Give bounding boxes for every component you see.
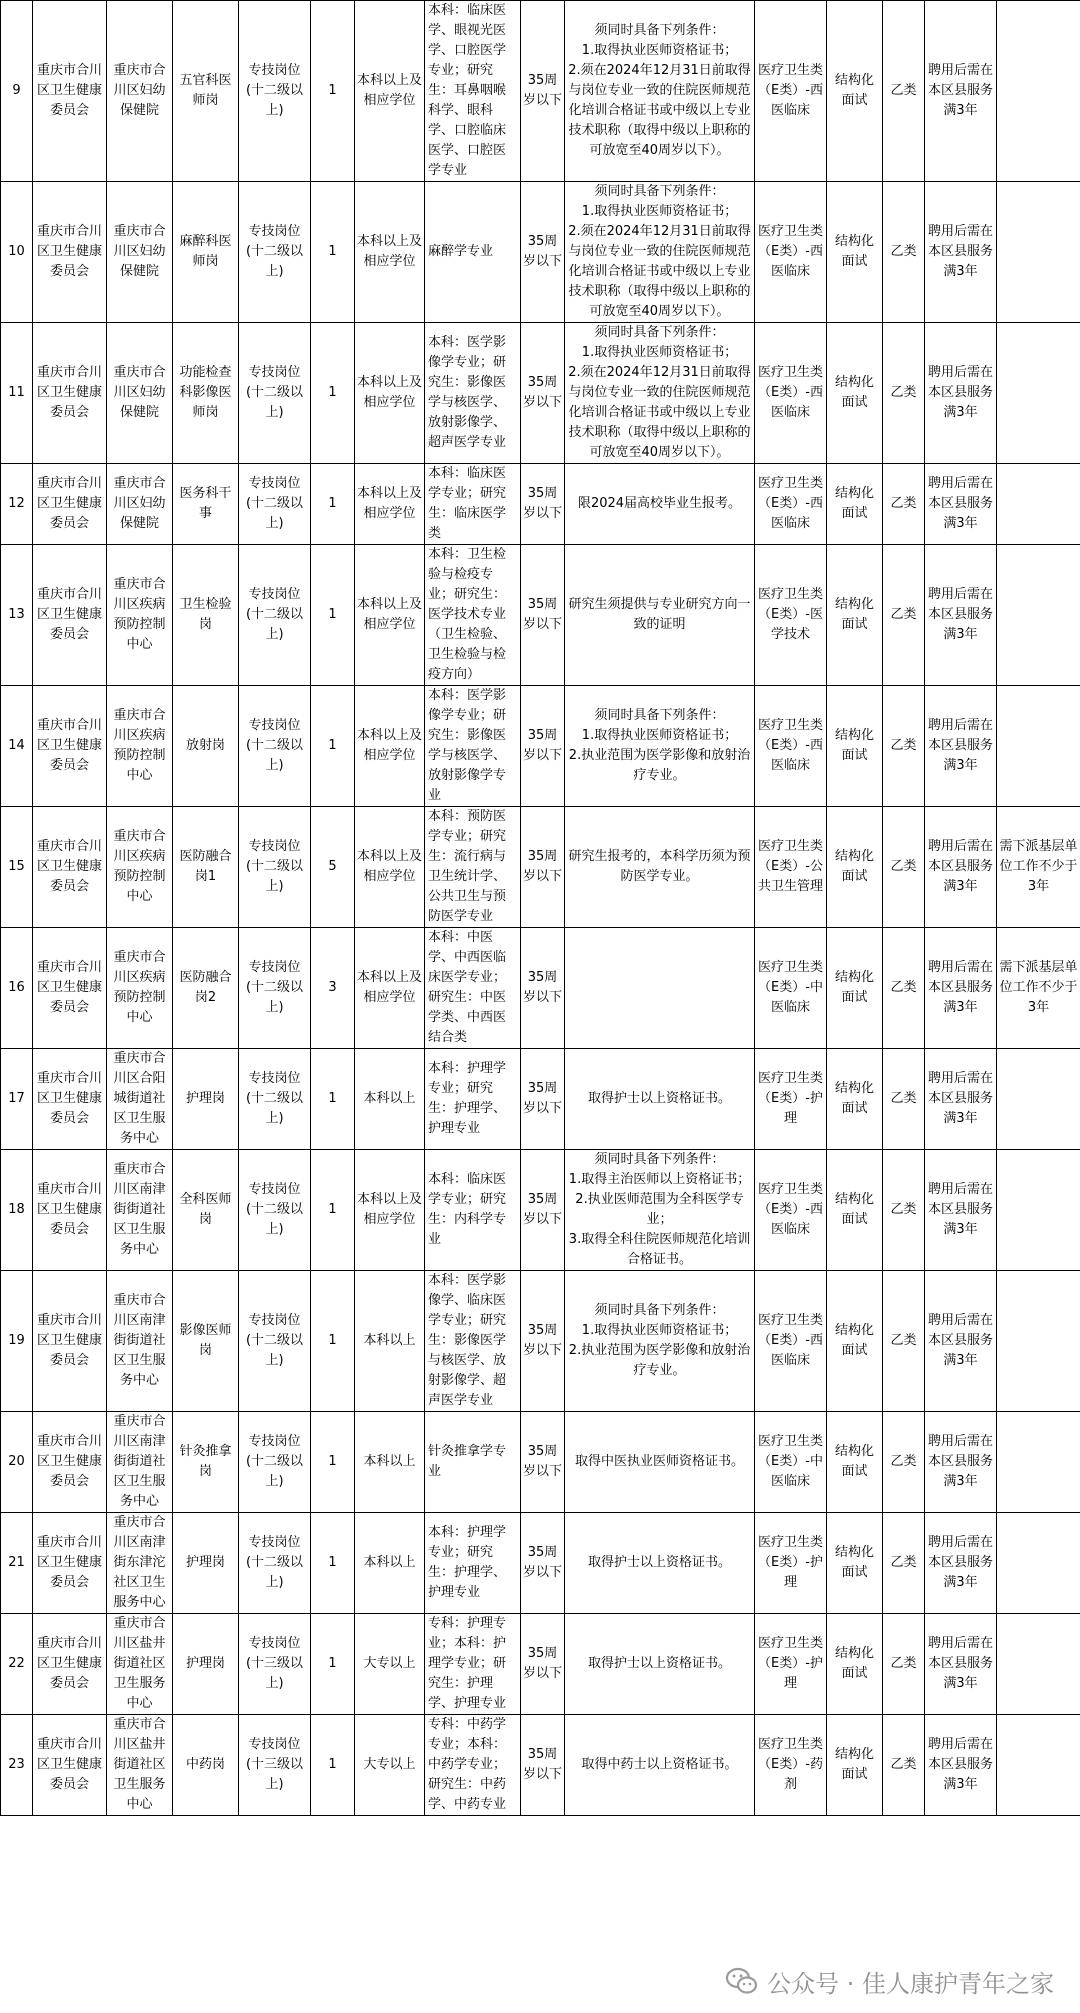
cell-unit: 重庆市合川区南津街街道社区卫生服务中心 bbox=[107, 1412, 173, 1513]
cell-post: 卫生检验岗 bbox=[173, 545, 239, 686]
cell-exam: 医疗卫生类（E类）-中医临床 bbox=[755, 928, 827, 1049]
cell-edu: 本科以上 bbox=[355, 1513, 425, 1614]
table-row bbox=[1, 1150, 1080, 1271]
cell-major: 针灸推拿学专业 bbox=[425, 1412, 521, 1513]
cell-age: 35周岁以下 bbox=[521, 464, 565, 545]
cell-category: 专技岗位(十二级以上) bbox=[239, 1271, 311, 1412]
cell-dept: 重庆市合川区卫生健康委员会 bbox=[33, 1150, 107, 1271]
cell-service: 聘用后需在本区县服务满3年 bbox=[925, 1150, 997, 1271]
cell-remark bbox=[997, 686, 1080, 807]
cell-count: 1 bbox=[311, 1614, 355, 1715]
cell-exam: 医疗卫生类（E类）-西医临床 bbox=[755, 182, 827, 323]
cell-interview: 结构化面试 bbox=[827, 545, 883, 686]
cell-count: 1 bbox=[311, 1049, 355, 1150]
cell-remark: 需下派基层单位工作不少于3年 bbox=[997, 807, 1080, 928]
cell-dept: 重庆市合川区卫生健康委员会 bbox=[33, 182, 107, 323]
cell-interview: 结构化面试 bbox=[827, 686, 883, 807]
cell-dept: 重庆市合川区卫生健康委员会 bbox=[33, 323, 107, 464]
cell-major: 本科：临床医学专业；研究生：内科学专业 bbox=[425, 1150, 521, 1271]
cell-no: 9 bbox=[1, 1, 33, 182]
cell-unit: 重庆市合川区南津街东津沱社区卫生服务中心 bbox=[107, 1513, 173, 1614]
cell-major: 麻醉学专业 bbox=[425, 182, 521, 323]
cell-interview: 结构化面试 bbox=[827, 323, 883, 464]
cell-remark bbox=[997, 323, 1080, 464]
cell-req: 取得中药士以上资格证书。 bbox=[565, 1715, 755, 1816]
cell-ratio: 乙类 bbox=[883, 464, 925, 545]
cell-dept: 重庆市合川区卫生健康委员会 bbox=[33, 1049, 107, 1150]
cell-age: 35周岁以下 bbox=[521, 182, 565, 323]
cell-post: 医防融合岗2 bbox=[173, 928, 239, 1049]
cell-category: 专技岗位(十二级以上) bbox=[239, 464, 311, 545]
cell-category: 专技岗位(十二级以上) bbox=[239, 545, 311, 686]
cell-major: 本科：中医学、中西医临床医学专业；研究生：中医学类、中西医结合类 bbox=[425, 928, 521, 1049]
table-row bbox=[1, 464, 1080, 545]
cell-edu: 本科以上及相应学位 bbox=[355, 323, 425, 464]
cell-category: 专技岗位(十三级以上) bbox=[239, 1715, 311, 1816]
cell-ratio: 乙类 bbox=[883, 323, 925, 464]
cell-interview: 结构化面试 bbox=[827, 1513, 883, 1614]
cell-exam: 医疗卫生类（E类）-护理 bbox=[755, 1614, 827, 1715]
cell-unit: 重庆市合川区盐井街道社区卫生服务中心 bbox=[107, 1614, 173, 1715]
cell-service: 聘用后需在本区县服务满3年 bbox=[925, 1513, 997, 1614]
cell-major: 专科：中药学专业；本科：中药学专业；研究生：中药学、中药专业 bbox=[425, 1715, 521, 1816]
cell-category: 专技岗位(十二级以上) bbox=[239, 1513, 311, 1614]
table-row bbox=[1, 686, 1080, 807]
cell-dept: 重庆市合川区卫生健康委员会 bbox=[33, 464, 107, 545]
cell-exam: 医疗卫生类（E类）-护理 bbox=[755, 1049, 827, 1150]
cell-no: 16 bbox=[1, 928, 33, 1049]
cell-post: 全科医师岗 bbox=[173, 1150, 239, 1271]
cell-age: 35周岁以下 bbox=[521, 1513, 565, 1614]
cell-no: 17 bbox=[1, 1049, 33, 1150]
cell-remark bbox=[997, 464, 1080, 545]
cell-dept: 重庆市合川区卫生健康委员会 bbox=[33, 1271, 107, 1412]
cell-interview: 结构化面试 bbox=[827, 807, 883, 928]
cell-exam: 医疗卫生类（E类）-公共卫生管理 bbox=[755, 807, 827, 928]
cell-category: 专技岗位(十二级以上) bbox=[239, 686, 311, 807]
cell-age: 35周岁以下 bbox=[521, 1412, 565, 1513]
cell-post: 护理岗 bbox=[173, 1513, 239, 1614]
cell-count: 3 bbox=[311, 928, 355, 1049]
table-row bbox=[1, 182, 1080, 323]
cell-edu: 本科以上及相应学位 bbox=[355, 545, 425, 686]
cell-count: 1 bbox=[311, 1150, 355, 1271]
cell-exam: 医疗卫生类（E类）-西医临床 bbox=[755, 1150, 827, 1271]
cell-remark bbox=[997, 1614, 1080, 1715]
cell-edu: 本科以上 bbox=[355, 1412, 425, 1513]
cell-req: 须同时具备下列条件： 1.取得执业医师资格证书； 2.执业范围为医学影像和放射治疗专业。 bbox=[565, 686, 755, 807]
cell-service: 聘用后需在本区县服务满3年 bbox=[925, 1271, 997, 1412]
cell-interview: 结构化面试 bbox=[827, 182, 883, 323]
cell-count: 1 bbox=[311, 1271, 355, 1412]
cell-post: 医防融合岗1 bbox=[173, 807, 239, 928]
cell-major: 本科：护理学专业；研究生：护理学、护理专业 bbox=[425, 1049, 521, 1150]
cell-no: 20 bbox=[1, 1412, 33, 1513]
cell-post: 医务科干事 bbox=[173, 464, 239, 545]
cell-remark bbox=[997, 1271, 1080, 1412]
cell-dept: 重庆市合川区卫生健康委员会 bbox=[33, 686, 107, 807]
table-row bbox=[1, 1271, 1080, 1412]
cell-ratio: 乙类 bbox=[883, 928, 925, 1049]
cell-interview: 结构化面试 bbox=[827, 928, 883, 1049]
cell-interview: 结构化面试 bbox=[827, 1412, 883, 1513]
cell-no: 10 bbox=[1, 182, 33, 323]
cell-dept: 重庆市合川区卫生健康委员会 bbox=[33, 928, 107, 1049]
cell-dept: 重庆市合川区卫生健康委员会 bbox=[33, 1412, 107, 1513]
wechat-icon bbox=[725, 1964, 759, 1998]
cell-req: 须同时具备下列条件： 1.取得执业医师资格证书； 2.须在2024年12月31日前取得与岗位专业一致的住院医师规范化培训合格证书或中级以上专业技术职称（取得中级以上职称的可放宽至40周岁以下）。 bbox=[565, 1, 755, 182]
cell-age: 35周岁以下 bbox=[521, 1, 565, 182]
cell-service: 聘用后需在本区县服务满3年 bbox=[925, 464, 997, 545]
cell-edu: 本科以上 bbox=[355, 1271, 425, 1412]
watermark-text: 公众号 · 佳人康护青年之家 bbox=[767, 1969, 1054, 1998]
cell-count: 1 bbox=[311, 323, 355, 464]
cell-unit: 重庆市合川区盐井街道社区卫生服务中心 bbox=[107, 1715, 173, 1816]
cell-post: 功能检查科影像医师岗 bbox=[173, 323, 239, 464]
cell-no: 22 bbox=[1, 1614, 33, 1715]
cell-ratio: 乙类 bbox=[883, 1513, 925, 1614]
cell-exam: 医疗卫生类（E类）-西医临床 bbox=[755, 464, 827, 545]
table-row bbox=[1, 1614, 1080, 1715]
cell-no: 12 bbox=[1, 464, 33, 545]
cell-interview: 结构化面试 bbox=[827, 1715, 883, 1816]
cell-unit: 重庆市合川区疾病预防控制中心 bbox=[107, 928, 173, 1049]
cell-age: 35周岁以下 bbox=[521, 1049, 565, 1150]
cell-age: 35周岁以下 bbox=[521, 807, 565, 928]
cell-no: 23 bbox=[1, 1715, 33, 1816]
cell-edu: 本科以上及相应学位 bbox=[355, 807, 425, 928]
cell-category: 专技岗位(十三级以上) bbox=[239, 1614, 311, 1715]
cell-req: 须同时具备下列条件： 1.取得主治医师以上资格证书； 2.执业医师范围为全科医学专业； 3.取得全科住院医师规范化培训合格证书。 bbox=[565, 1150, 755, 1271]
cell-req: 研究生报考的，本科学历须为预防医学专业。 bbox=[565, 807, 755, 928]
cell-unit: 重庆市合川区疾病预防控制中心 bbox=[107, 686, 173, 807]
cell-remark bbox=[997, 1150, 1080, 1271]
cell-service: 聘用后需在本区县服务满3年 bbox=[925, 545, 997, 686]
cell-unit: 重庆市合川区合阳城街道社区卫生服务中心 bbox=[107, 1049, 173, 1150]
cell-exam: 医疗卫生类（E类）-西医临床 bbox=[755, 686, 827, 807]
cell-count: 1 bbox=[311, 464, 355, 545]
cell-service: 聘用后需在本区县服务满3年 bbox=[925, 1614, 997, 1715]
cell-no: 18 bbox=[1, 1150, 33, 1271]
cell-exam: 医疗卫生类（E类）-医学技术 bbox=[755, 545, 827, 686]
cell-major: 本科：医学影像学、临床医学专业；研究生：影像医学与核医学、放射影像学、超声医学专业 bbox=[425, 1271, 521, 1412]
cell-dept: 重庆市合川区卫生健康委员会 bbox=[33, 807, 107, 928]
cell-req: 取得护士以上资格证书。 bbox=[565, 1049, 755, 1150]
watermark bbox=[725, 1961, 1054, 2001]
cell-count: 1 bbox=[311, 545, 355, 686]
cell-age: 35周岁以下 bbox=[521, 928, 565, 1049]
cell-service: 聘用后需在本区县服务满3年 bbox=[925, 1715, 997, 1816]
cell-ratio: 乙类 bbox=[883, 686, 925, 807]
cell-post: 麻醉科医师岗 bbox=[173, 182, 239, 323]
cell-edu: 本科以上及相应学位 bbox=[355, 464, 425, 545]
cell-remark: 需下派基层单位工作不少于3年 bbox=[997, 928, 1080, 1049]
cell-edu: 大专以上 bbox=[355, 1614, 425, 1715]
cell-exam: 医疗卫生类（E类）-西医临床 bbox=[755, 1, 827, 182]
cell-major: 本科：预防医学专业；研究生：流行病与卫生统计学、公共卫生与预防医学专业 bbox=[425, 807, 521, 928]
cell-dept: 重庆市合川区卫生健康委员会 bbox=[33, 545, 107, 686]
cell-age: 35周岁以下 bbox=[521, 1614, 565, 1715]
cell-no: 14 bbox=[1, 686, 33, 807]
cell-remark bbox=[997, 1, 1080, 182]
cell-dept: 重庆市合川区卫生健康委员会 bbox=[33, 1715, 107, 1816]
cell-ratio: 乙类 bbox=[883, 182, 925, 323]
cell-edu: 本科以上及相应学位 bbox=[355, 928, 425, 1049]
cell-edu: 大专以上 bbox=[355, 1715, 425, 1816]
cell-category: 专技岗位(十二级以上) bbox=[239, 1412, 311, 1513]
table-row bbox=[1, 545, 1080, 686]
cell-remark bbox=[997, 1513, 1080, 1614]
cell-major: 专科：护理专业；本科：护理学专业；研究生：护理学、护理专业 bbox=[425, 1614, 521, 1715]
table-row bbox=[1, 1715, 1080, 1816]
cell-unit: 重庆市合川区妇幼保健院 bbox=[107, 464, 173, 545]
cell-ratio: 乙类 bbox=[883, 1614, 925, 1715]
cell-ratio: 乙类 bbox=[883, 1715, 925, 1816]
cell-exam: 医疗卫生类（E类）-西医临床 bbox=[755, 323, 827, 464]
cell-service: 聘用后需在本区县服务满3年 bbox=[925, 807, 997, 928]
cell-interview: 结构化面试 bbox=[827, 1614, 883, 1715]
cell-service: 聘用后需在本区县服务满3年 bbox=[925, 1412, 997, 1513]
cell-age: 35周岁以下 bbox=[521, 1271, 565, 1412]
cell-count: 1 bbox=[311, 686, 355, 807]
cell-post: 五官科医师岗 bbox=[173, 1, 239, 182]
cell-edu: 本科以上及相应学位 bbox=[355, 1, 425, 182]
cell-interview: 结构化面试 bbox=[827, 1150, 883, 1271]
cell-exam: 医疗卫生类（E类）-药剂 bbox=[755, 1715, 827, 1816]
cell-exam: 医疗卫生类（E类）-中医临床 bbox=[755, 1412, 827, 1513]
cell-ratio: 乙类 bbox=[883, 1049, 925, 1150]
cell-category: 专技岗位(十二级以上) bbox=[239, 182, 311, 323]
cell-no: 11 bbox=[1, 323, 33, 464]
cell-interview: 结构化面试 bbox=[827, 1271, 883, 1412]
cell-ratio: 乙类 bbox=[883, 1, 925, 182]
cell-count: 1 bbox=[311, 1513, 355, 1614]
cell-dept: 重庆市合川区卫生健康委员会 bbox=[33, 1, 107, 182]
cell-service: 聘用后需在本区县服务满3年 bbox=[925, 928, 997, 1049]
cell-remark bbox=[997, 545, 1080, 686]
cell-req: 须同时具备下列条件： 1.取得执业医师资格证书； 2.须在2024年12月31日前取得与岗位专业一致的住院医师规范化培训合格证书或中级以上专业技术职称（取得中级以上职称的可放宽至40周岁以下）。 bbox=[565, 182, 755, 323]
cell-remark bbox=[997, 1049, 1080, 1150]
cell-major: 本科：临床医学、眼视光医学、口腔医学专业；研究生：耳鼻咽喉科学、眼科学、口腔临床医学、口腔医学专业 bbox=[425, 1, 521, 182]
cell-post: 护理岗 bbox=[173, 1049, 239, 1150]
cell-unit: 重庆市合川区南津街街道社区卫生服务中心 bbox=[107, 1150, 173, 1271]
table-row bbox=[1, 1, 1080, 182]
cell-ratio: 乙类 bbox=[883, 807, 925, 928]
cell-category: 专技岗位(十二级以上) bbox=[239, 1, 311, 182]
cell-post: 针灸推拿岗 bbox=[173, 1412, 239, 1513]
cell-category: 专技岗位(十二级以上) bbox=[239, 1150, 311, 1271]
cell-count: 1 bbox=[311, 1715, 355, 1816]
cell-age: 35周岁以下 bbox=[521, 1715, 565, 1816]
cell-unit: 重庆市合川区妇幼保健院 bbox=[107, 323, 173, 464]
cell-category: 专技岗位(十二级以上) bbox=[239, 807, 311, 928]
cell-service: 聘用后需在本区县服务满3年 bbox=[925, 182, 997, 323]
cell-exam: 医疗卫生类（E类）-西医临床 bbox=[755, 1271, 827, 1412]
cell-req: 取得护士以上资格证书。 bbox=[565, 1513, 755, 1614]
cell-ratio: 乙类 bbox=[883, 1412, 925, 1513]
cell-unit: 重庆市合川区妇幼保健院 bbox=[107, 182, 173, 323]
cell-dept: 重庆市合川区卫生健康委员会 bbox=[33, 1614, 107, 1715]
cell-service: 聘用后需在本区县服务满3年 bbox=[925, 323, 997, 464]
table-row bbox=[1, 1049, 1080, 1150]
cell-req: 研究生须提供与专业研究方向一致的证明 bbox=[565, 545, 755, 686]
cell-unit: 重庆市合川区妇幼保健院 bbox=[107, 1, 173, 182]
cell-no: 15 bbox=[1, 807, 33, 928]
cell-age: 35周岁以下 bbox=[521, 545, 565, 686]
cell-exam: 医疗卫生类（E类）-护理 bbox=[755, 1513, 827, 1614]
table-row bbox=[1, 928, 1080, 1049]
cell-count: 1 bbox=[311, 182, 355, 323]
cell-post: 中药岗 bbox=[173, 1715, 239, 1816]
cell-req: 须同时具备下列条件： 1.取得执业医师资格证书； 2.执业范围为医学影像和放射治疗专业。 bbox=[565, 1271, 755, 1412]
cell-no: 19 bbox=[1, 1271, 33, 1412]
cell-count: 5 bbox=[311, 807, 355, 928]
table-body bbox=[1, 1, 1080, 1816]
cell-category: 专技岗位(十二级以上) bbox=[239, 928, 311, 1049]
cell-age: 35周岁以下 bbox=[521, 323, 565, 464]
cell-count: 1 bbox=[311, 1, 355, 182]
cell-category: 专技岗位(十二级以上) bbox=[239, 323, 311, 464]
cell-service: 聘用后需在本区县服务满3年 bbox=[925, 686, 997, 807]
cell-service: 聘用后需在本区县服务满3年 bbox=[925, 1049, 997, 1150]
cell-major: 本科：护理学专业；研究生：护理学、护理专业 bbox=[425, 1513, 521, 1614]
table-row bbox=[1, 323, 1080, 464]
cell-ratio: 乙类 bbox=[883, 545, 925, 686]
table-row bbox=[1, 1412, 1080, 1513]
cell-unit: 重庆市合川区疾病预防控制中心 bbox=[107, 807, 173, 928]
cell-major: 本科：临床医学专业；研究生：临床医学类 bbox=[425, 464, 521, 545]
cell-no: 13 bbox=[1, 545, 33, 686]
cell-req: 取得护士以上资格证书。 bbox=[565, 1614, 755, 1715]
cell-edu: 本科以上及相应学位 bbox=[355, 1150, 425, 1271]
cell-post: 放射岗 bbox=[173, 686, 239, 807]
cell-unit: 重庆市合川区南津街街道社区卫生服务中心 bbox=[107, 1271, 173, 1412]
cell-interview: 结构化面试 bbox=[827, 1049, 883, 1150]
cell-major: 本科：医学影像学专业；研究生：影像医学与核医学、放射影像学、超声医学专业 bbox=[425, 323, 521, 464]
cell-age: 35周岁以下 bbox=[521, 686, 565, 807]
cell-dept: 重庆市合川区卫生健康委员会 bbox=[33, 1513, 107, 1614]
table-row bbox=[1, 1513, 1080, 1614]
cell-count: 1 bbox=[311, 1412, 355, 1513]
cell-ratio: 乙类 bbox=[883, 1150, 925, 1271]
cell-remark bbox=[997, 1715, 1080, 1816]
cell-req: 取得中医执业医师资格证书。 bbox=[565, 1412, 755, 1513]
cell-post: 影像医师岗 bbox=[173, 1271, 239, 1412]
cell-ratio: 乙类 bbox=[883, 1271, 925, 1412]
cell-edu: 本科以上 bbox=[355, 1049, 425, 1150]
cell-service: 聘用后需在本区县服务满3年 bbox=[925, 1, 997, 182]
cell-remark bbox=[997, 182, 1080, 323]
cell-req bbox=[565, 928, 755, 1049]
cell-age: 35周岁以下 bbox=[521, 1150, 565, 1271]
cell-req: 须同时具备下列条件： 1.取得执业医师资格证书； 2.须在2024年12月31日前取得与岗位专业一致的住院医师规范化培训合格证书或中级以上专业技术职称（取得中级以上职称的可放宽至40周岁以下）。 bbox=[565, 323, 755, 464]
cell-major: 本科：医学影像学专业；研究生：影像医学与核医学、放射影像学专业 bbox=[425, 686, 521, 807]
cell-post: 护理岗 bbox=[173, 1614, 239, 1715]
cell-interview: 结构化面试 bbox=[827, 464, 883, 545]
cell-edu: 本科以上及相应学位 bbox=[355, 686, 425, 807]
cell-interview: 结构化面试 bbox=[827, 1, 883, 182]
cell-req: 限2024届高校毕业生报考。 bbox=[565, 464, 755, 545]
cell-remark bbox=[997, 1412, 1080, 1513]
cell-no: 21 bbox=[1, 1513, 33, 1614]
table-row bbox=[1, 807, 1080, 928]
cell-major: 本科：卫生检验与检疫专业；研究生：医学技术专业（卫生检验、卫生检验与检疫方向） bbox=[425, 545, 521, 686]
cell-unit: 重庆市合川区疾病预防控制中心 bbox=[107, 545, 173, 686]
cell-category: 专技岗位(十二级以上) bbox=[239, 1049, 311, 1150]
cell-edu: 本科以上及相应学位 bbox=[355, 182, 425, 323]
